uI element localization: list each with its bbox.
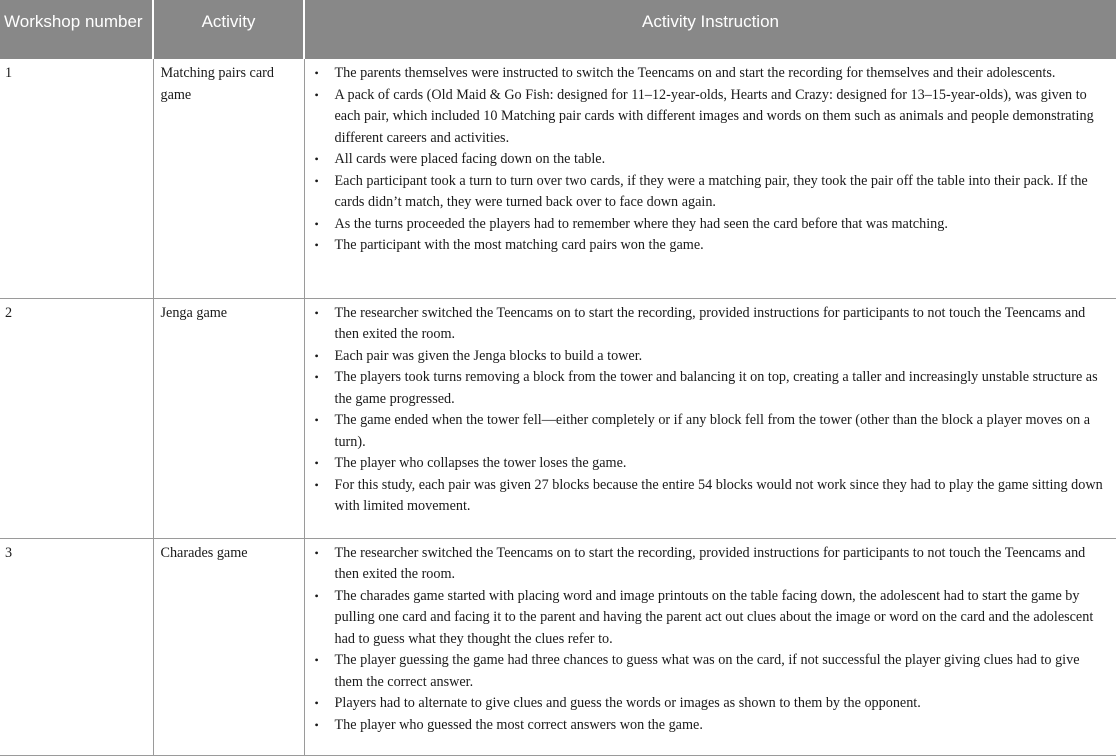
table-row: [0, 59, 1116, 298]
workshop-number-cell: 2: [0, 298, 153, 538]
instruction-item: • The players took turns removing a block from the tower and balancing it on top, creating a taller and increasingly unstable structure as the game progressed.: [311, 367, 1111, 410]
instruction-item: • The player guessing the game had three chances to guess what was on the card, if not successful the player giving clues had to give them the correct answer.: [311, 650, 1111, 693]
instruction-item: • The charades game started with placing word and image printouts on the table facing down, the adolescent had to start the game by pulling one card and facing it to the parent and having the parent act out clues about the image or word on the card and the adolescent had to guess what they thought the clues refer to.: [311, 586, 1111, 651]
instruction-item: • As the turns proceeded the players had to remember where they had seen the card before that was matching.: [311, 214, 1111, 236]
instruction-item: • The player who guessed the most correct answers won the game.: [311, 715, 1111, 737]
instruction-item: • The researcher switched the Teencams on to start the recording, provided instructions for participants to not touch the Teencams and then exited the room.: [311, 303, 1111, 346]
instruction-item: • Each participant took a turn to turn over two cards, if they were a matching pair, they took the pair off the table into their pack. If the cards didn’t match, they were turned back over to face down again.: [311, 171, 1111, 214]
header-activity: Activity: [153, 0, 304, 59]
activity-cell: Charades game: [153, 538, 304, 755]
instruction-list: [311, 63, 1111, 257]
header-activity-instruction: Activity Instruction: [304, 0, 1116, 59]
instruction-cell: [304, 538, 1116, 755]
table-header: [0, 0, 1116, 59]
instruction-item: • The researcher switched the Teencams on to start the recording, provided instructions for participants to not touch the Teencams and then exited the room.: [311, 543, 1111, 586]
instruction-cell: [304, 298, 1116, 538]
instruction-item: • Players had to alternate to give clues and guess the words or images as shown to them by the opponent.: [311, 693, 1111, 715]
instruction-cell: [304, 59, 1116, 298]
workshop-number-cell: 1: [0, 59, 153, 298]
instruction-item: • The player who collapses the tower loses the game.: [311, 453, 1111, 475]
activity-cell: Jenga game: [153, 298, 304, 538]
instruction-item: • Each pair was given the Jenga blocks to build a tower.: [311, 346, 1111, 368]
instruction-item: • The participant with the most matching card pairs won the game.: [311, 235, 1111, 257]
instruction-item: • A pack of cards (Old Maid & Go Fish: designed for 11–12-year-olds, Hearts and Crazy: designed for 13–15-year-olds), was given to each pair, which included 10 Matching pair cards with different images and words on them such as animals and people demonstrating different careers and activities.: [311, 85, 1111, 150]
instruction-item: • The parents themselves were instructed to switch the Teencams on and start the recording for themselves and their adolescents.: [311, 63, 1111, 85]
table-body: [0, 59, 1116, 755]
workshop-number-cell: 3: [0, 538, 153, 755]
header-workshop-number: Workshop number: [0, 0, 153, 59]
instruction-item: • The game ended when the tower fell—either completely or if any block fell from the tower (other than the block a player moves on a turn).: [311, 410, 1111, 453]
instruction-list: [311, 303, 1111, 518]
table-row: [0, 298, 1116, 538]
table-row: [0, 538, 1116, 755]
instruction-list: [311, 543, 1111, 737]
instruction-item: • For this study, each pair was given 27 blocks because the entire 54 blocks would not work since they had to play the game sitting down with limited movement.: [311, 475, 1111, 518]
header-row: [0, 0, 1116, 59]
instruction-item: • All cards were placed facing down on the table.: [311, 149, 1111, 171]
activity-cell: Matching pairs card game: [153, 59, 304, 298]
